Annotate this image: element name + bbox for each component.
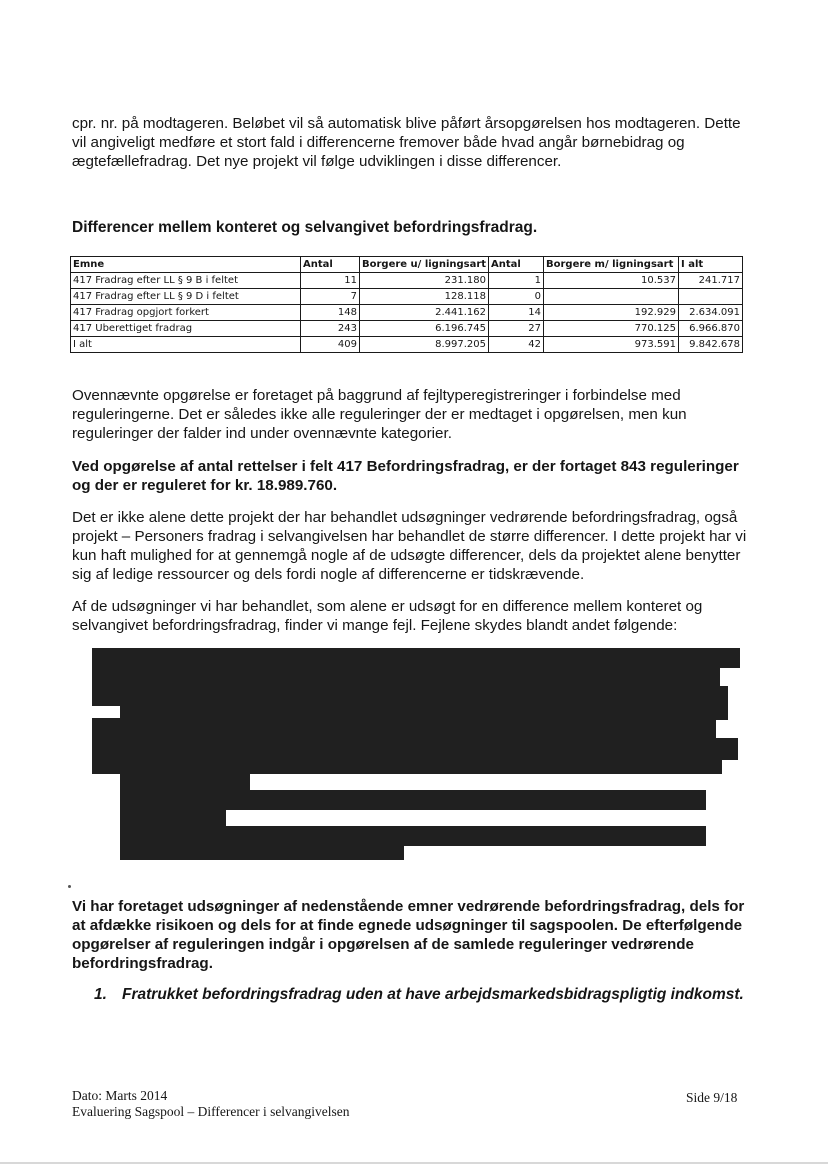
cell-emne: 417 Fradrag efter LL § 9 B i feltet (71, 273, 301, 289)
header-borgere-m-ligningsart: Borgere m/ ligningsart (544, 257, 679, 273)
cell-antal: 27 (489, 321, 544, 337)
cell-antal: 0 (489, 289, 544, 305)
redaction-bar (92, 686, 728, 706)
cell-amount: 192.929 (544, 305, 679, 321)
differences-table (70, 256, 743, 353)
cell-antal: 7 (301, 289, 360, 305)
footer-date: Dato: Marts 2014 (72, 1088, 168, 1103)
section-heading: Differencer mellem konteret og selvangivet befordringsfradrag. (72, 219, 538, 236)
table-header-row (71, 257, 743, 273)
redaction-bar (92, 666, 720, 688)
cell-antal: 42 (489, 337, 544, 353)
header-borgere-u-ligningsart: Borgere u/ ligningsart (360, 257, 489, 273)
stray-dot (68, 885, 71, 888)
bold-summary: Ved opgørelse af antal rettelser i felt 417 Befordringsfradrag, er der fortaget 843 reguleringer og der er reguleret for kr. 18.989.760. (72, 458, 739, 494)
cell-total (679, 289, 743, 305)
table-row (71, 321, 743, 337)
cell-total: 241.717 (679, 273, 743, 289)
table-row (71, 305, 743, 321)
cell-total: 6.966.870 (679, 321, 743, 337)
numbered-list-item (94, 986, 744, 1004)
bold-conclusion: Vi har foretaget udsøgninger af nedenstående emner vedrørende befordringsfradrag, dels for at afdække risikoen og dels for at finde egnede udsøgninger til sagspoolen. De efterfølgende opgørelser af reguleringen indgår i opgørelsen af de samlede reguleringer vedrørende befordringsfradrag. (72, 898, 745, 972)
cell-amount: 8.997.205 (360, 337, 489, 353)
cell-antal: 1 (489, 273, 544, 289)
redaction-bar (120, 772, 250, 792)
redaction-bar (120, 844, 404, 860)
cell-antal: 11 (301, 273, 360, 289)
header-antal-1: Antal (301, 257, 360, 273)
cell-amount: 2.441.162 (360, 305, 489, 321)
cell-antal: 148 (301, 305, 360, 321)
cell-antal: 14 (489, 305, 544, 321)
intro-paragraph: cpr. nr. på modtageren. Beløbet vil så automatisk blive påført årsopgørelsen hos modtageren. Dette vil angiveligt medføre et stort fald i differencerne fremover både hvad angår børnebidrag og ægtefællefradrag. Det nye projekt vil følge udviklingen i disse differencer. (72, 115, 741, 170)
redaction-bar (92, 648, 740, 668)
list-item-text: Fratrukket befordringsfradrag uden at have arbejdsmarkedsbidragspligtig indkomst. (122, 986, 744, 1003)
cell-emne: 417 Fradrag efter LL § 9 D i feltet (71, 289, 301, 305)
table-row (71, 273, 743, 289)
redaction-bar (120, 790, 706, 810)
cell-amount: 10.537 (544, 273, 679, 289)
list-item-number: 1. (94, 986, 107, 1003)
cell-amount: 770.125 (544, 321, 679, 337)
cell-amount: 231.180 (360, 273, 489, 289)
cell-amount: 6.196.745 (360, 321, 489, 337)
redaction-bar (92, 738, 738, 760)
cell-amount: 128.118 (360, 289, 489, 305)
header-emne: Emne (71, 257, 301, 273)
header-antal-2: Antal (489, 257, 544, 273)
cell-total: 2.634.091 (679, 305, 743, 321)
cell-amount: 973.591 (544, 337, 679, 353)
cell-emne: I alt (71, 337, 301, 353)
paragraph-after-table: Ovennævnte opgørelse er foretaget på baggrund af fejltyperegistreringer i forbindelse med reguleringerne. Det er således ikke alle reguleringer der er medtaget i opgørelsen, men kun reguleringer der falder ind under ovennævnte kategorier. (72, 387, 687, 442)
redaction-bar (120, 808, 226, 828)
cell-total: 9.842.678 (679, 337, 743, 353)
table-total-row (71, 337, 743, 353)
redaction-bar (120, 826, 706, 846)
cell-amount (544, 289, 679, 305)
footer-page-number: Side 9/18 (686, 1090, 738, 1105)
cell-emne: 417 Fradrag opgjort forkert (71, 305, 301, 321)
header-i-alt: I alt (679, 257, 743, 273)
bottom-edge-line (0, 1162, 828, 1164)
table-row (71, 289, 743, 305)
redaction-bar (92, 718, 716, 740)
cell-antal: 243 (301, 321, 360, 337)
paragraph-errors: Af de udsøgninger vi har behandlet, som alene er udsøgt for en difference mellem konteret og selvangivet befordringsfradrag, finder vi mange fejl. Fejlene skydes blandt andet følgende: (72, 598, 703, 634)
cell-antal: 409 (301, 337, 360, 353)
paragraph-projects: Det er ikke alene dette projekt der har behandlet udsøgninger vedrørende befordringsfradrag, også projekt – Personers fradrag i selvangivelsen har behandlet de større differencer. I dette projekt har vi kun haft mulighed for at gennemgå nogle af de udsøgte differencer, dels da projektet alene benytter sig af ledige ressourcer og dels fordi nogle af differencerne er tidskrævende. (72, 509, 747, 583)
cell-emne: 417 Uberettiget fradrag (71, 321, 301, 337)
footer-title: Evaluering Sagspool – Differencer i selvangivelsen (72, 1104, 350, 1119)
